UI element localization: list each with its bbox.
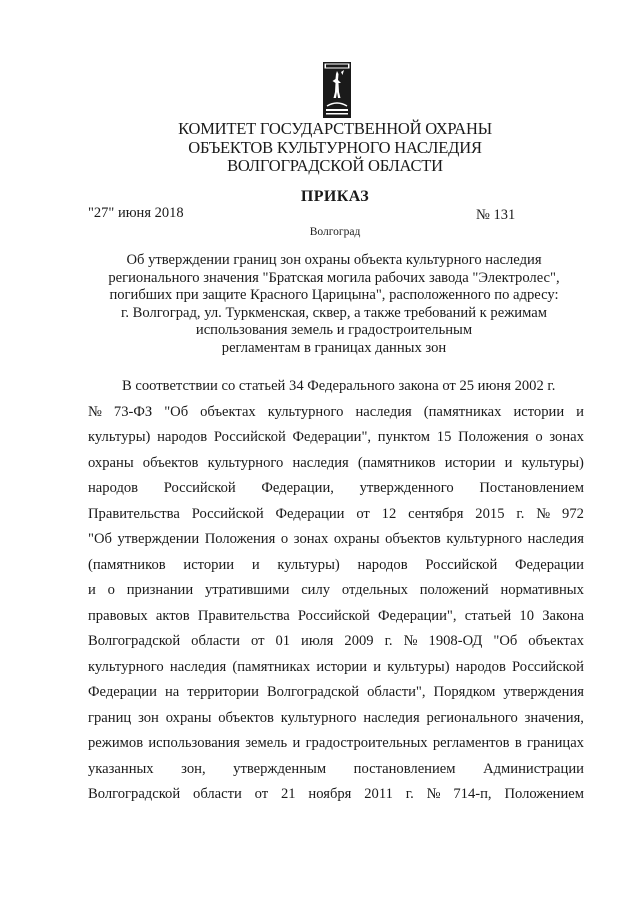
body-word: от bbox=[250, 633, 265, 649]
body-word: 2015 bbox=[475, 505, 505, 522]
body-word: наследия bbox=[355, 403, 412, 420]
body-word: границ bbox=[88, 709, 132, 726]
volgograd-coat-of-arms-icon bbox=[323, 62, 351, 118]
body-word: (памятников bbox=[88, 556, 166, 573]
body-word: и bbox=[373, 658, 382, 675]
document-number: № 131 bbox=[476, 207, 516, 223]
body-word: объектов bbox=[142, 454, 199, 471]
body-word: Положения bbox=[458, 429, 529, 445]
document-type: ПРИКАЗ bbox=[300, 188, 370, 205]
body-word: градостроительных bbox=[305, 735, 428, 751]
body-line bbox=[88, 476, 584, 502]
body-word: г. bbox=[516, 505, 525, 522]
body-word: постановлением bbox=[353, 760, 456, 777]
body-word: народов bbox=[357, 556, 408, 573]
body-word: Российской bbox=[297, 607, 370, 624]
body-line bbox=[88, 527, 584, 553]
body-word: г. bbox=[405, 786, 414, 802]
committee-line: КОМИТЕТ ГОСУДАРСТВЕННОЙ ОХРАНЫ bbox=[178, 119, 492, 138]
body-word: 21 bbox=[280, 786, 296, 802]
body-word: народов bbox=[157, 429, 208, 445]
title-line: использования земель и градостроительным bbox=[195, 322, 473, 339]
body-line bbox=[88, 680, 584, 706]
body-word: актов bbox=[155, 607, 190, 624]
body-word: (памятниках bbox=[423, 403, 502, 420]
body-word: Российской bbox=[191, 505, 264, 522]
body-word: области", bbox=[367, 684, 426, 700]
body-word: Федерации", bbox=[292, 429, 372, 445]
title-line: Об утверждении границ зон охраны объекта культурного наследия bbox=[126, 252, 542, 268]
body-word: зонах bbox=[293, 531, 329, 547]
body-line bbox=[88, 629, 584, 655]
body-word: (памятниках bbox=[232, 658, 311, 675]
body-word: 12 bbox=[381, 505, 397, 522]
body-word: утверждении bbox=[117, 531, 200, 547]
body-word: положений bbox=[419, 582, 489, 598]
body-word: утверждения bbox=[503, 684, 584, 700]
body-word: 972 bbox=[562, 505, 584, 522]
body-word: границах bbox=[527, 735, 584, 751]
body-word: в bbox=[514, 735, 522, 751]
title-line: г. Волгоград, ул. Туркменская, сквер, а также требований к режимам bbox=[121, 304, 547, 321]
body-word: 01 bbox=[275, 633, 291, 649]
body-line bbox=[88, 578, 584, 604]
body-word: 2011 bbox=[364, 786, 393, 802]
body-word: указанных bbox=[88, 760, 154, 777]
body-word: июля bbox=[301, 633, 334, 649]
body-word: сентября bbox=[408, 505, 464, 522]
body-word: 1908-ОД bbox=[428, 633, 483, 649]
committee-line: ВОЛГОГРАДСКОЙ ОБЛАСТИ bbox=[227, 156, 443, 175]
body-word: области bbox=[193, 786, 242, 802]
body-word: Положением bbox=[504, 786, 584, 802]
body-word: признании bbox=[126, 582, 194, 598]
body-word: и bbox=[576, 403, 584, 420]
body-word: истории bbox=[316, 658, 368, 675]
body-word: силу bbox=[301, 582, 331, 598]
body-word: культурного bbox=[267, 403, 344, 420]
body-word: Федерации bbox=[515, 556, 584, 573]
body-word: Правительства bbox=[88, 505, 180, 522]
body-line bbox=[88, 757, 584, 783]
body-line bbox=[88, 655, 584, 681]
body-word: ноября bbox=[308, 786, 352, 802]
body-word: № bbox=[403, 633, 418, 649]
title-line: погибших при защите Красного Царицына", расположенного по адресу: bbox=[109, 287, 559, 304]
body-word: культуры) bbox=[88, 429, 151, 445]
body-word: (памятников bbox=[357, 454, 436, 471]
body-word: культурного bbox=[88, 658, 164, 675]
document-city: Волгоград bbox=[309, 226, 361, 238]
body-line bbox=[88, 400, 584, 426]
body-word: охраны bbox=[333, 531, 380, 547]
title-line: регионального значения "Братская могила рабочих завода "Электролес", bbox=[108, 269, 560, 286]
body-word: охраны bbox=[88, 454, 134, 471]
body-word: Волгоградской bbox=[266, 684, 360, 700]
body-word: пунктом bbox=[377, 429, 431, 445]
body-word: Волгоградской bbox=[88, 633, 181, 649]
body-word: от bbox=[254, 786, 269, 802]
body-word: В соответствии со статьей 34 Федерального закона от 25 июня 2002 г. bbox=[122, 378, 556, 394]
body-word: Положения bbox=[204, 531, 276, 547]
body-word: Закона bbox=[542, 607, 584, 624]
body-line bbox=[88, 425, 584, 451]
body-word: наследия bbox=[292, 454, 349, 471]
body-word: охраны bbox=[165, 709, 212, 726]
body-word: культурного bbox=[207, 454, 284, 471]
body-word: объектах bbox=[528, 633, 584, 649]
body-word: утратившими bbox=[204, 582, 290, 598]
body-word: статьей bbox=[464, 607, 512, 624]
body-word: "Об bbox=[164, 403, 189, 420]
committee-name bbox=[140, 120, 530, 176]
document-date: "27" июня 2018 bbox=[88, 205, 184, 221]
body-word: о bbox=[107, 582, 115, 598]
body-word: территории bbox=[187, 684, 259, 700]
body-line bbox=[88, 374, 584, 400]
body-word: наследия bbox=[169, 658, 227, 675]
body-word: области bbox=[191, 633, 240, 649]
body-word: и bbox=[504, 454, 513, 471]
document-body bbox=[88, 374, 584, 808]
body-word: Федерации", bbox=[378, 607, 457, 624]
body-word: зонах bbox=[549, 429, 584, 445]
body-word: Российской bbox=[213, 429, 286, 445]
body-line bbox=[88, 451, 584, 477]
body-word: режимов bbox=[88, 735, 144, 751]
body-line bbox=[88, 604, 584, 630]
body-word: использования bbox=[148, 735, 240, 751]
body-word: народов bbox=[88, 480, 139, 496]
body-word: 15 bbox=[436, 429, 452, 445]
body-word: 10 bbox=[519, 607, 534, 624]
body-word: истории bbox=[513, 403, 565, 420]
body-word: культуры) bbox=[387, 658, 450, 675]
body-word: истории bbox=[444, 454, 496, 471]
body-word: Российской bbox=[163, 480, 236, 496]
body-word: регионального bbox=[426, 709, 518, 726]
body-word: "Об bbox=[88, 531, 112, 547]
body-word: № bbox=[426, 786, 441, 802]
body-word: о bbox=[535, 429, 543, 445]
body-word: 73-ФЗ bbox=[113, 403, 153, 420]
body-word: наследия bbox=[527, 531, 584, 547]
body-word: Российской bbox=[425, 556, 498, 573]
body-word: утвержденного bbox=[359, 480, 454, 496]
body-word: г. bbox=[384, 633, 393, 649]
body-word: и bbox=[251, 556, 260, 573]
body-word: от bbox=[356, 505, 370, 522]
body-word: Российской bbox=[512, 658, 584, 675]
body-word: на bbox=[164, 684, 180, 700]
body-word: народов bbox=[455, 658, 506, 675]
body-word: земель bbox=[245, 735, 288, 751]
body-word: Порядком bbox=[433, 684, 496, 700]
body-word: зон, bbox=[181, 760, 206, 777]
body-word: регламентов bbox=[432, 735, 510, 751]
body-word: культурного bbox=[446, 531, 523, 547]
body-word: № bbox=[536, 505, 551, 522]
body-line bbox=[88, 731, 584, 757]
body-word: Правительства bbox=[197, 607, 290, 624]
body-word: культуры) bbox=[521, 454, 584, 471]
body-word: культурного bbox=[280, 709, 357, 726]
document-title bbox=[80, 252, 588, 358]
body-word: правовых bbox=[88, 607, 148, 624]
body-word: объектов bbox=[385, 531, 441, 547]
body-word: Администрации bbox=[483, 760, 584, 777]
body-line bbox=[88, 502, 584, 528]
body-word: утвержденным bbox=[233, 760, 327, 777]
body-line bbox=[88, 782, 584, 808]
body-word: № bbox=[88, 403, 102, 420]
body-word: нормативных bbox=[500, 582, 584, 598]
body-word: наследия bbox=[363, 709, 420, 726]
body-word: зон bbox=[138, 709, 159, 726]
body-line bbox=[88, 706, 584, 732]
body-word: значения, bbox=[524, 709, 584, 726]
body-word: истории bbox=[183, 556, 235, 573]
body-word: и bbox=[292, 735, 301, 751]
committee-line: ОБЪЕКТОВ КУЛЬТУРНОГО НАСЛЕДИЯ bbox=[188, 137, 482, 157]
body-word: отдельных bbox=[341, 582, 408, 598]
body-word: и bbox=[88, 582, 96, 598]
body-word: о bbox=[280, 531, 289, 547]
body-word: объектах bbox=[200, 403, 256, 420]
body-word: Федерации, bbox=[261, 480, 334, 496]
body-word: Федерации bbox=[275, 505, 345, 522]
body-word: "Об bbox=[493, 633, 518, 649]
body-word: Федерации bbox=[88, 684, 157, 700]
body-word: Волгоградской bbox=[88, 786, 181, 802]
body-word: Постановлением bbox=[479, 480, 584, 496]
body-word: 714-п, bbox=[453, 786, 492, 802]
body-word: объектов bbox=[218, 709, 274, 726]
body-line bbox=[88, 553, 584, 579]
body-word: культуры) bbox=[277, 556, 340, 573]
title-line: регламентам в границах данных зон bbox=[221, 339, 447, 356]
body-word: 2009 bbox=[344, 633, 374, 649]
